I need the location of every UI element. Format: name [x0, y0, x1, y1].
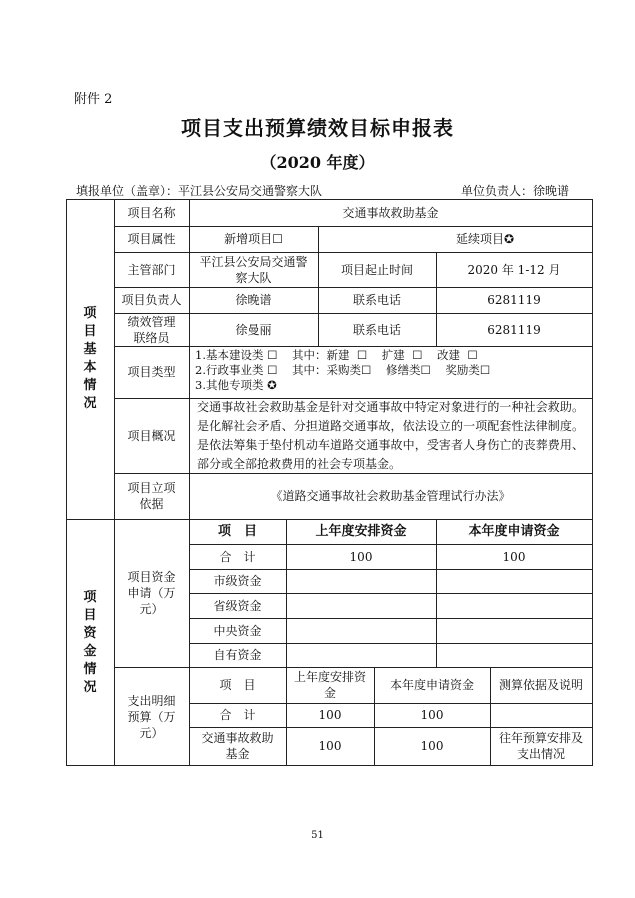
detail-col-this: 本年度申请资金 [389, 678, 474, 692]
project-name-label: 项目名称 [127, 205, 176, 220]
detail-row-last: 100 [318, 739, 342, 753]
phone-label: 联系电话 [352, 293, 401, 307]
col-last-year-header: 上年度安排资金 [315, 523, 407, 539]
period-label: 项目起止时间 [340, 262, 413, 277]
fund-row-last: 100 [349, 549, 373, 564]
perf-contact-label: 绩效管理联络员 [127, 314, 176, 345]
detail-row-label: 合 计 [219, 708, 256, 722]
col-item-header: 项 目 [217, 523, 257, 539]
fund-row-this [436, 593, 592, 618]
detail-row-last: 100 [318, 708, 342, 722]
project-type-options [189, 346, 592, 398]
fund-row-label: 中央资金 [213, 623, 262, 638]
leader-value: 徐晚谱 [235, 293, 272, 307]
project-type-label: 项目类型 [127, 365, 176, 379]
basis-value: 《道路交通事故社会救助基金管理试行办法》 [270, 489, 511, 503]
fund-row-label: 合 计 [219, 549, 256, 564]
phone-value-2: 6281119 [487, 322, 541, 337]
detail-col-last: 上年度安排资金 [293, 670, 366, 700]
project-attr-label: 项目属性 [127, 232, 176, 246]
period-value: 2020 年 1-12 月 [467, 262, 561, 277]
year-label: （2020 年度） [260, 153, 375, 172]
dept-label: 主管部门 [127, 262, 176, 277]
filing-unit: 填报单位（盖章）：平江县公安局交通警察大队 [76, 184, 323, 198]
attr-continue-checkbox: 延续项目✪ [455, 232, 515, 246]
detail-row-basis [490, 703, 592, 727]
type-line-1: 1.基本建设类 ☐ 其中：新建 ☐ 扩建 ☐ 改建 ☐ [195, 348, 478, 362]
section-funds-info: 项目资金情况 [83, 589, 97, 695]
funds-apply-label: 项目资金申请（万元） [127, 570, 176, 616]
section-basic-info: 项目基本情况 [83, 306, 97, 411]
perf-contact-value: 徐曼丽 [235, 322, 272, 337]
fund-row-label: 自有资金 [213, 648, 262, 662]
page-title: 项目支出预算绩效目标申报表 [181, 116, 454, 140]
detail-col-item: 项 目 [219, 678, 256, 692]
fund-row-this [436, 618, 592, 643]
fund-row-label: 市级资金 [213, 574, 262, 588]
project-name-value: 交通事故救助基金 [342, 205, 439, 220]
fund-row-this [436, 643, 592, 667]
basis-label: 项目立项依据 [127, 481, 176, 511]
overview-label: 项目概况 [127, 428, 176, 443]
unit-responsible: 单位负责人：徐晚谱 [460, 184, 569, 198]
fund-row-last [286, 593, 436, 618]
type-line-2: 2.行政事业类 ☐ 其中：采购类☐ 修缮类☐ 奖励类☐ [195, 363, 491, 377]
col-this-year-header: 本年度申请资金 [468, 523, 560, 539]
page-number: 51 [311, 830, 324, 841]
type-line-3: 3.其他专项类 ✪ [195, 378, 277, 392]
detail-row-this: 100 [420, 708, 444, 722]
fund-row-last [286, 643, 436, 667]
fund-row-label: 省级资金 [213, 598, 262, 613]
phone-value: 6281119 [487, 293, 541, 307]
fund-row-this: 100 [502, 549, 526, 564]
fund-row-last [286, 618, 436, 643]
phone-label-2: 联系电话 [352, 322, 401, 337]
dept-value: 平江县公安局交通警察大队 [199, 254, 308, 285]
leader-label: 项目负责人 [121, 293, 182, 307]
detail-row-label: 交通事故救助基金 [201, 731, 274, 761]
detail-budget-label: 支出明细预算（万元） [127, 693, 176, 740]
detail-row-basis: 往年预算安排及支出情况 [498, 731, 583, 761]
fund-row-this [436, 569, 592, 593]
overview-text: 交通事故社会救助基金是针对交通事故中特定对象进行的一种社会救助。是化解社会矛盾、分担道路交通事故，依法设立的一项配套性法律制度。是依法筹集于垫付机动车道路交通事故中，受害者人身伤亡的丧葬费用、部分或全部抢救费用的社会专项基金。 [197, 399, 584, 471]
attachment-label: 附件 2 [74, 92, 113, 107]
attr-new-checkbox: 新增项目☐ [224, 232, 283, 246]
detail-col-basis: 测算依据及说明 [498, 678, 583, 692]
detail-row-this: 100 [420, 739, 444, 753]
fund-row-last [286, 569, 436, 593]
